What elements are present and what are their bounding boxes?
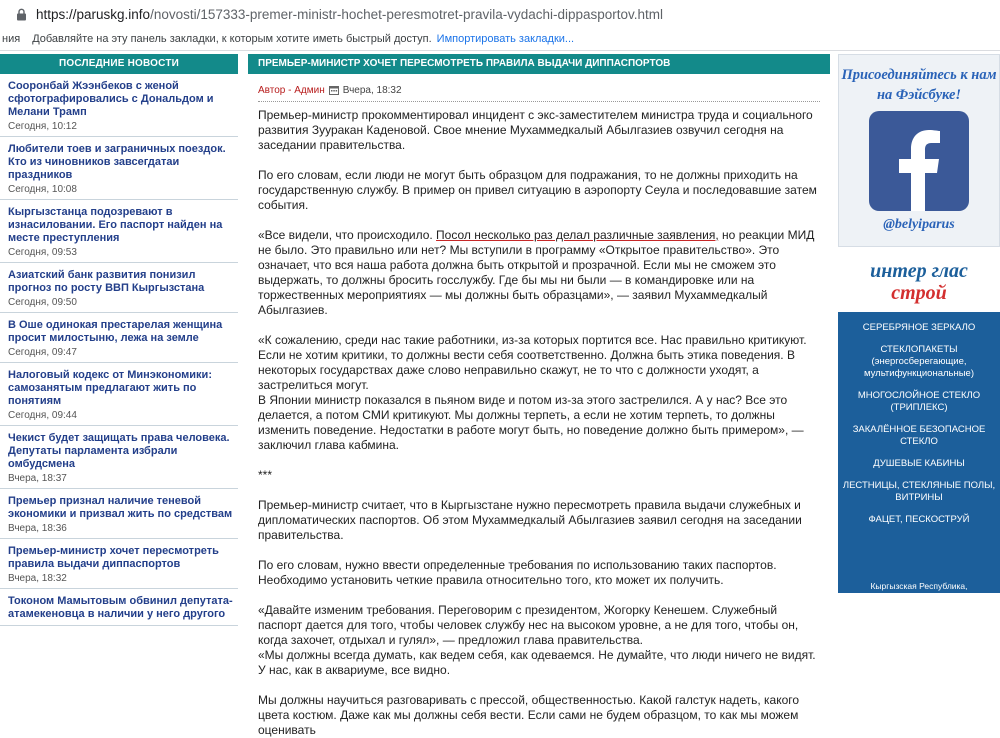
right-column — [838, 54, 1000, 593]
quote-rest: но реакции МИД не было. Это правильно или нет? Мы вступили в программу «Открытое правительство». Это означает, что вся наша работа должна быть открытой и прозрачной. Если мы не сможем это выдержать, то должны бросить госслужбу. Где бы мы ни были — в командировке или на торжественных мероприятиях — мы должны быть образцами», — заявил Мухаммедкалый Абылгазиев. — [258, 228, 815, 317]
news-item[interactable] — [0, 363, 238, 426]
paragraph — [258, 228, 820, 318]
latest-news-sidebar — [0, 54, 238, 620]
article-meta — [248, 81, 830, 99]
news-date: Вчера, 18:37 — [8, 473, 67, 484]
news-item[interactable] — [0, 200, 238, 263]
news-title[interactable]: Любители тоев и заграничных поездок. Кто из чиновников завсегдатаи праздников — [8, 143, 226, 181]
facebook-logo-icon[interactable] — [869, 111, 969, 211]
separator: *** — [258, 468, 273, 482]
ad-item: ФАЦЕТ, ПЕСКОСТРУЙ — [868, 514, 970, 525]
article-title: ПРЕМЬЕР-МИНИСТР ХОЧЕТ ПЕРЕСМОТРЕТЬ ПРАВИЛА ВЫДАЧИ ДИППАСПОРТОВ — [248, 54, 830, 74]
paragraph: Мы должны научиться разговаривать с прессой, общественностью. Какой галстук надеть, какого цвета костюм. Даже как мы должны себя вести. Если сами не будем образцом, то как мы можем оценивать — [258, 693, 800, 737]
news-item[interactable] — [0, 137, 238, 200]
paragraph: По его словам, если люди не могут быть образцом для подражания, то не должны приходить на государственную службу. В пример он привел ситуацию в аэропорту Сеула и последовавшие затем события. — [258, 168, 817, 212]
news-title[interactable]: Чекист будет защищать права человека. Депутаты парламента избрали омбудсмена — [8, 432, 230, 470]
ad-item: ЛЕСТНИЦЫ, СТЕКЛЯНЫЕ ПОЛЫ, ВИТРИНЫ — [842, 480, 996, 503]
article-date: Вчера, 18:32 — [342, 84, 402, 96]
ad-address: Кыргызская Республика, — [870, 581, 968, 591]
sidebar-title: ПОСЛЕДНИЕ НОВОСТИ — [0, 54, 238, 74]
interglass-ad-banner[interactable] — [838, 256, 1000, 593]
news-item[interactable] — [0, 539, 238, 589]
news-date: Сегодня, 09:53 — [8, 247, 77, 258]
ad-item: ЗАКАЛЁННОЕ БЕЗОПАСНОЕ СТЕКЛО — [852, 424, 986, 447]
paragraph-part: «Давайте изменим требования. Переговорим с президентом, Жогорку Кенешем. Служебный паспорт дается для того, чтобы человек службу нес на высоком уровне, а не для того, чтобы он, когда захочет, отдыхал и гулял», — предложил глава правительства. — [258, 603, 799, 647]
news-title[interactable]: В Оше одинокая престарелая женщина просит милостыню, лежа на земле — [8, 319, 223, 344]
news-date: Сегодня, 10:08 — [8, 184, 77, 195]
ad-brand-line2: строй — [891, 282, 947, 304]
news-title[interactable]: Токоном Мамытовым обвинил депутата-атамекеновца в наличии у него другого — [8, 595, 233, 620]
underlined-quote: Посол несколько раз делал различные заявления, — [436, 228, 719, 242]
ad-item: СЕРЕБРЯНОЕ ЗЕРКАЛО — [862, 322, 976, 333]
paragraph-part: «Мы должны всегда думать, как ведем себя, как одеваемся. Не думайте, что люди ничего не видят. У нас, как в аквариуме, все видно. — [258, 648, 816, 677]
news-title[interactable]: Кыргызстанца подозревают в изнасиловании. Его паспорт найден на месте преступления — [8, 206, 223, 244]
article-body — [248, 102, 830, 738]
facebook-widget[interactable] — [838, 54, 1000, 247]
paragraph: Премьер-министр прокомментировал инцидент с экс-заместителем министра труда и социального развития Зууракан Кадeновой. Свое мнение Мухаммедкалый Абылгазиев озвучил сегодня на заседании правительства. — [258, 108, 813, 152]
news-date: Сегодня, 09:44 — [8, 410, 77, 421]
news-item[interactable] — [0, 489, 238, 539]
news-item[interactable] — [0, 589, 238, 626]
ad-item: МНОГОСЛОЙНОЕ СТЕКЛО (ТРИПЛЕКС) — [857, 390, 981, 413]
calendar-icon — [329, 85, 339, 95]
quote-start: «Все видели, что происходило. — [258, 228, 437, 242]
address-bar[interactable] — [0, 0, 1000, 28]
article-author[interactable]: Автор - Админ — [258, 84, 325, 96]
facebook-handle[interactable]: @belyiparus — [883, 217, 955, 232]
news-item[interactable] — [0, 74, 238, 137]
news-title[interactable]: Сооронбай Жээнбеков с женой сфотографировались с Дональдом и Мелани Трамп — [8, 80, 214, 118]
ad-brand — [838, 256, 1000, 312]
paragraph: По его словам, нужно ввести определенные требования по использованию таких паспортов. Необходимо установить четкие правила относительно того, кто может их получить. — [258, 558, 777, 587]
bookmarks-hint: Добавляйте на эту панель закладки, к которым хотите иметь быстрый доступ. — [32, 33, 432, 45]
news-date: Вчера, 18:32 — [8, 573, 67, 584]
ad-item: ДУШЕВЫЕ КАБИНЫ — [873, 458, 965, 469]
news-item[interactable] — [0, 263, 238, 313]
paragraph-part: В Японии министр показался в пьяном виде и потом из-за этого застрелился. А у нас? Все это делается, а потом СМИ критикуют. Мы должны терпеть, а если не хотим терпеть, то должны изменить поведение. Недостатки в работе могут быть, но поведение должно быть примером», — заключил глава кабмина. — [258, 393, 804, 452]
news-item[interactable] — [0, 426, 238, 489]
news-date: Сегодня, 09:47 — [8, 347, 77, 358]
news-item[interactable] — [0, 313, 238, 363]
paragraph: Премьер-министр считает, что в Кыргызстане нужно пересмотреть правила выдачи служебных и дипломатических паспортов. Об этом Мухаммедкалый Абылгазиев заявил сегодня на заседании правительства. — [258, 498, 802, 542]
news-title[interactable]: Премьер-министр хочет пересмотреть правила выдачи диппаспортов — [8, 545, 219, 570]
news-title[interactable]: Налоговый кодекс от Минэкономики: самозанятым предлагают жить по понятиям — [8, 369, 212, 407]
import-bookmarks-link[interactable]: Импортировать закладки... — [436, 33, 575, 45]
paragraph-part: «К сожалению, среди нас такие работники, из-за которых портится все. Нас правильно критикуют. Если не хотим критики, то должны вести себя соответственно. Должна быть этика поведения. В некоторых государствах даже слово неправильно скажут, не то что с должности уходят, а застрелиться могут. — [258, 333, 807, 392]
news-date: Вчера, 18:36 — [8, 523, 67, 534]
url-path: /novosti/157333-premer-ministr-hochet-peresmotret-pravila-vydachi-dippasportov.html — [150, 6, 664, 22]
bookmarks-bar — [0, 28, 1000, 51]
paragraph — [258, 603, 820, 678]
lock-icon — [14, 7, 28, 21]
news-date: Сегодня, 09:50 — [8, 297, 77, 308]
article — [248, 54, 830, 737]
news-title[interactable]: Премьер признал наличие теневой экономики и призвал жить по средствам — [8, 495, 233, 520]
url-host: https://paruskg.info — [36, 6, 151, 22]
facebook-join-title: Присоединяйтесь к нам на Фэйсбуке! — [841, 67, 997, 103]
ad-brand-line1: интер глас — [870, 260, 968, 282]
paragraph — [258, 333, 820, 453]
news-title[interactable]: Азиатский банк развития понизил прогноз по росту ВВП Кыргызстана — [8, 269, 205, 294]
ad-item: СТЕКЛОПАКЕТЫ (энергосберегающие, мультифункциональные) — [863, 344, 975, 379]
bookmarks-apps-label[interactable]: ния — [2, 33, 21, 45]
news-date: Сегодня, 10:12 — [8, 121, 77, 132]
